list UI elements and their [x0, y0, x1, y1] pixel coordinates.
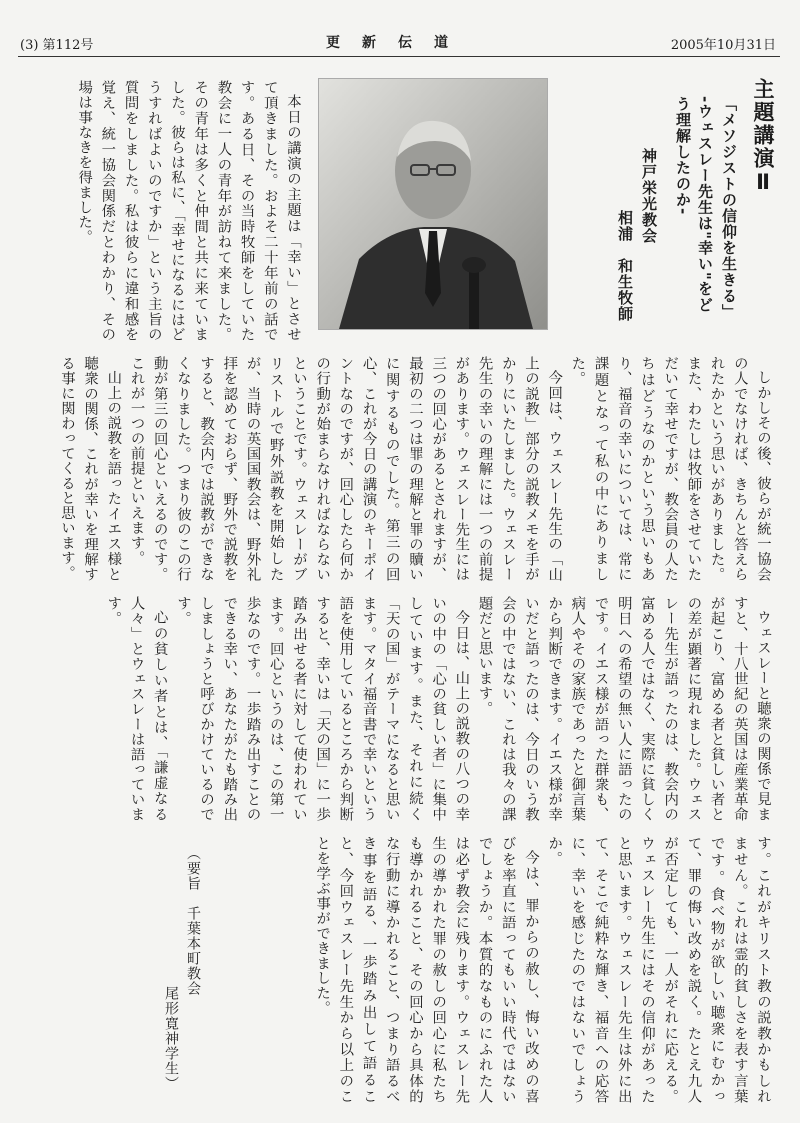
body-block-1: 本日の講演の主題は「幸い」とさせて頂きました。およそ二十年前の話です。ある日、その当時牧師をしていた教会に一人の青年が訪ねて来ました。その青年は多くと仲間と共に来ていました。彼らは私に、「幸せになるにはどうすればよいのですか」という主旨の質問をしました。私は彼らに違和感を覚え、統一協会関係だとわかり、その場は事なきを得ました。 [76, 80, 301, 342]
issue-number: (3) 第112号 [20, 38, 94, 53]
body-block-3: ウェスレーと聴衆の関係で見ますと、十八世紀の英国は産業革命が起こり、富める者と貧しい者との差が顕著に現れました。ウェスレー先生が語ったのは、教会内の富める人ではなく、実際に貧しく明日への希望の無い人に語ったのです。イエス様が語った群衆も、病人やその家族であったと御言葉から判断できます。イエス様が幸いだと語ったのは、今日のいう教会の中ではない、これは我々の課題だと思います。 今日は、山上の説教の八つの幸いの中の「心の貧しい者」に集中しています。また、それに続く「天の国」がテーマになると思います。マタイ福音書で幸いという語を使用しているところから判断すると、幸いは「天の国」に一歩踏み出せる者に対して使われています。回心というのは、この第一歩なのです。一歩踏み出すことのできる幸い、あなたがたも踏み出しましょうと呼びかけているのです。 心の貧しい者とは、「謙虚なる人々」とウェスレーは語っています。 [105, 596, 771, 822]
section-label: 主題講演Ⅱ [751, 78, 775, 196]
speaker-portrait-image [319, 79, 547, 329]
summary-author: 尾形寛神学生） [163, 986, 179, 1091]
article-title-line1: 「メソジストの信仰を生きる」 [720, 96, 738, 320]
newsletter-name: 更新伝道 [326, 35, 470, 51]
speaker-church: 神戸栄光教会 [640, 148, 658, 244]
body-block-2: しかしその後、彼らが統一協会の人でなければ、きちんと答えられたかという思いがありました。また、わたしは牧師をさせていただいて幸せですが、教会員の人たちはどうなのかという思いもあり、福音の幸いについては、常に課題となって私の中にありました。 今回は、ウェスレー先生の「山上の説教」部分の説教メモを手がかりにいたしました。ウェスレー先生の幸いの理解には一つの前提があります。ウェスレー先生には三つの回心があるとされますが、最初の二つは罪の理解と罪の贖いに関するものでした。第三の回心、これが今日の講演のキーポイントなのですが、回心したら何かの行動が始まらなければならないということです。ウェスレーがブリストルで野外説教を開始したが、当時の英国国教会は、野外礼拝を認めておらず、野外で説教をすると、教会内では説教ができなくなりました。つまり彼のこの行動が第三の回心といえるのです。これが一つの前提といえます。 山上の説教を語ったイエス様と聴衆の関係、これが幸いを理解する事に関わってくると思います。 [58, 356, 771, 582]
body-block-4: す。これがキリスト教の説教かもしれません。これは霊的貧しさを表す言葉です。食べ物が欲しい聴衆にむかって、罪の悔い改めを説く。たとえ九人が否定しても、一人がそれに応える。ウェスレー先生にはその信仰があったと思います。ウェスレー先生は外に出て、そこで純粋な輝き、福音への応答に、幸いを感じたのではないでしょうか。 今は、罪からの赦し、悔い改めの喜びを率直に語ってもいい時代ではないでしょうか。本質的なものにふれた人は必ず教会に残ります。ウェスレー先生の導かれた罪の赦しの回心に私たちも導かれること、その回心から具体的な行動に導かれること、つまり語るべき事を語る、一歩踏み出して語ること、今回ウェスレー先生から以上のことを学ぶ事ができました。 [314, 836, 771, 1104]
speaker-photo [318, 78, 548, 330]
summary-credit: （要旨 千葉本町教会 [185, 846, 201, 996]
speaker-name: 相浦 和生牧師 [616, 210, 634, 322]
page-header [20, 8, 776, 52]
header-rule [18, 56, 780, 57]
issue-date: 2005年10月31日 [670, 38, 776, 53]
article-title-line2: -ウェスレー先生は"幸い"をどう理解したのか- [674, 96, 714, 313]
